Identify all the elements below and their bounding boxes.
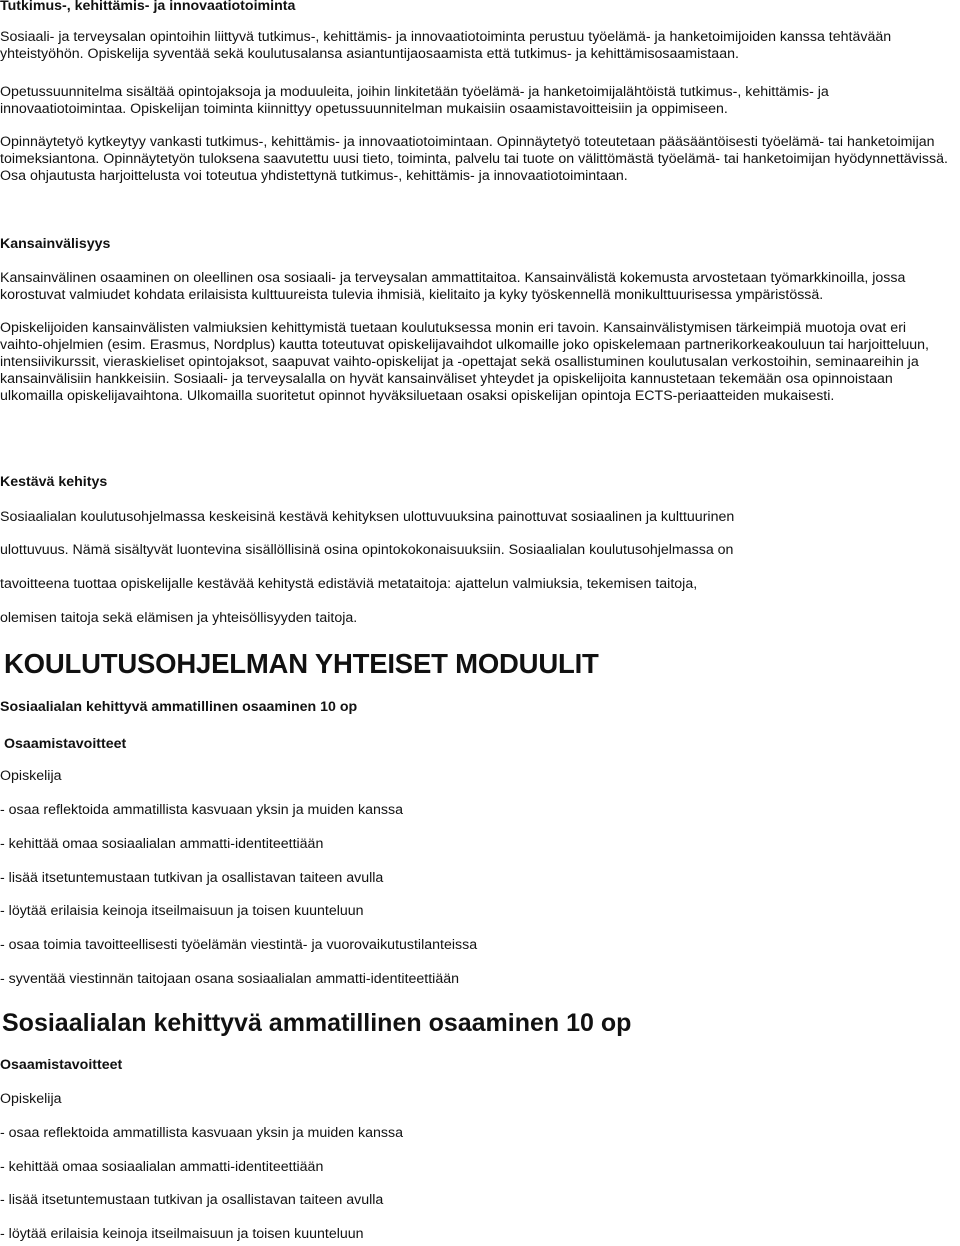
sustainable-line: ulottuvuus. Nämä sisältyvät luontevina sisällöllisinä osina opintokokonaisuuksiin. Sosiaalialan koulutusohjelmassa on	[0, 542, 734, 558]
research-paragraph-1: Sosiaali- ja terveysalan opintoihin liittyvä tutkimus-, kehittämis- ja innovaatiotoiminta perustuu työelämä- ja hanketoimijoiden kanssa tehtävään yhteistyöhön. Opiskelija syventää sekä koulutusalansa asiantuntijaosaamista että tutkimus- ja kehittämisosaamistaan.	[0, 29, 892, 62]
module-1-objective-item: - kehittää omaa sosiaalialan ammatti-identiteettiään	[0, 836, 324, 852]
research-paragraph-2: Opetussuunnitelma sisältää opintojaksoja ja moduuleita, joihin linkitetään työelämä- ja hanketoimijalähtöistä tutkimus-, kehittämis- ja innovaatiotoimintaa. Opiskelijan toiminta kiinnittyy opetussuunnitelman mukaisiin osaamistavoitteisiin ja oppimiseen.	[0, 84, 829, 117]
international-paragraph-1: Kansainvälinen osaaminen on oleellinen osa sosiaali- ja terveysalan ammattitaitoa. Kansainvälistä kokemusta arvostetaan työmarkkinoilla, jossa korostuvat valmiudet kohdata erilaisista kulttuureista tulevia ihmisiä, kielitaito ja kyky työskennellä monikulttuurisessa ympäristössä.	[0, 270, 906, 303]
module-1-objective-item: - lisää itsetuntemustaan tutkivan ja osallistavan taiteen avulla	[0, 870, 384, 886]
modules-heading: KOULUTUSOHJELMAN YHTEISET MODUULIT	[4, 648, 599, 679]
section-heading-research: Tutkimus-, kehittämis- ja innovaatiotoiminta	[0, 0, 296, 14]
module-1-objective-item: - löytää erilaisia keinoja itseilmaisuun ja toisen kuunteluun	[0, 903, 364, 919]
module-1-student-label: Opiskelija	[0, 768, 62, 784]
sustainable-line: Sosiaalialan koulutusohjelmassa keskeisinä kestävä kehityksen ulottuvuuksina painottuvat sosiaalinen ja kulttuurinen	[0, 509, 735, 525]
section-heading-sustainable: Kestävä kehitys	[0, 474, 108, 490]
module-1-title: Sosiaalialan kehittyvä ammatillinen osaaminen 10 op	[0, 699, 358, 715]
module-2-title: Sosiaalialan kehittyvä ammatillinen osaaminen 10 op	[2, 1009, 632, 1037]
module-1-objective-item: - syventää viestinnän taitojaan osana sosiaalialan ammatti-identiteettiään	[0, 971, 460, 987]
sustainable-line: tavoitteena tuottaa opiskelijalle kestävää kehitystä edistäviä metataitoja: ajattelun valmiuksia, tekemisen taitoja,	[0, 576, 698, 592]
sustainable-line: olemisen taitoja sekä elämisen ja yhteisöllisyyden taitoja.	[0, 610, 358, 626]
module-1-objective-item: - osaa reflektoida ammatillista kasvuaan yksin ja muiden kanssa	[0, 802, 403, 818]
research-paragraph-3: Opinnäytetyö kytkeytyy vankasti tutkimus-, kehittämis- ja innovaatiotoimintaan. Opinnäytetyö toteutetaan pääsääntöisesti työelämä- tai hanketoimijan toimeksiantona. Opinnäytetyön tuloksena saavutettu uusi tieto, toiminta, palvelu tai tuote on välittömästä työelämä- tai hanketoimijan hyödynnettävissä. Osa ohjautusta harjoittelusta voi toteutua yhdistettynä tutkimus-, kehittämis- ja innovaatiotoimintaan.	[0, 134, 948, 184]
module-1-objective-item: - osaa toimia tavoitteellisesti työelämän viestintä- ja vuorovaikutustilanteissa	[0, 937, 478, 953]
section-heading-international: Kansainvälisyys	[0, 236, 111, 252]
international-paragraph-2: Opiskelijoiden kansainvälisten valmiuksien kehittymistä tuetaan koulutuksessa monin eri tavoin. Kansainvälistymisen tärkeimpiä muotoja ovat eri vaihto-ohjelmien (esim. Erasmus, Nordplus) kautta toteutuvat opiskelijavaihdot ulkomaille joko opiskelemaan partnerikorkeakouluun tai harjoitteluun, intensiivikurssit, vieraskieliset opintojaksot, saapuvat vaihto-opiskelijat ja -opettajat sekä osallistuminen koulutusalan verkostoihin, seminaareihin ja kansainvälisiin hankkeisiin. Sosiaali- ja terveysalalla on hyvät kansainväliset yhteydet ja opiskelijoita kannustetaan tekemään osa opinnoistaan ulkomailla opiskelijavaihtona. Ulkomailla suoritetut opinnot hyväksiluetaan osaksi opiskelijan opintoja ECTS-periaatteiden mukaisesti.	[0, 320, 929, 404]
module-2-objective-item: - osaa reflektoida ammatillista kasvuaan yksin ja muiden kanssa	[0, 1125, 403, 1141]
module-1-objectives-label: Osaamistavoitteet	[4, 736, 127, 752]
module-2-student-label: Opiskelija	[0, 1091, 62, 1107]
module-2-objectives-label: Osaamistavoitteet	[0, 1057, 123, 1073]
module-2-objective-item: - kehittää omaa sosiaalialan ammatti-identiteettiään	[0, 1159, 324, 1175]
module-2-objective-item: - lisää itsetuntemustaan tutkivan ja osallistavan taiteen avulla	[0, 1192, 384, 1208]
module-2-objective-item: - löytää erilaisia keinoja itseilmaisuun ja toisen kuunteluun	[0, 1226, 364, 1242]
